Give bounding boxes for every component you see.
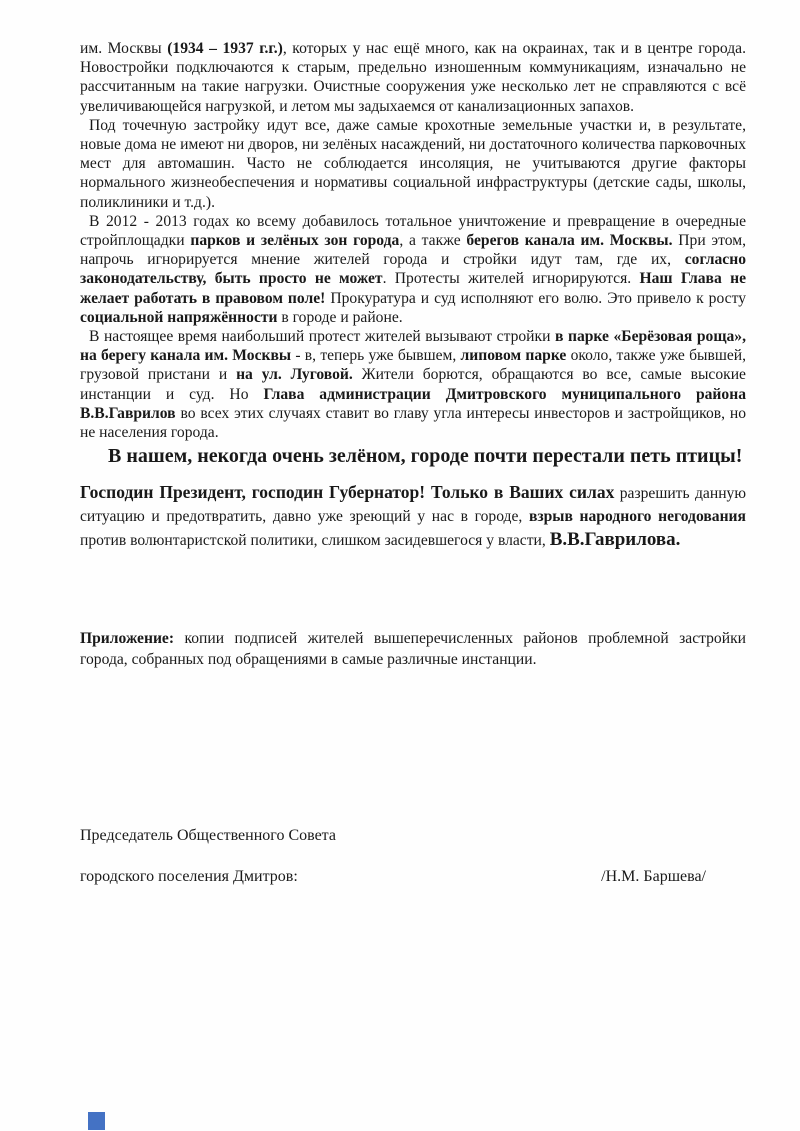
text-run: , которых у нас ещё много, как на окраинах, так и в центре города. Новостройки подключаются к старым, предельно изношенным коммуникациям, изначально не рассчитанным на такие нагрузки. Очистные сооружения уже несколько лет не справляются с всё увеличивающейся нагрузкой, и летом мы задыхаемся от канализационных запахов. [80,40,746,115]
signature-title-line1: Председатель Общественного Совета [80,827,336,845]
text-run: В настоящее время наибольший протест жителей вызывают стройки [89,328,555,346]
text-run: При этом, напрочь игнорируется мнение жителей города и стройки идут там, где их, [80,232,746,269]
text-run: (1934 – 1937 г.г.) [167,40,283,57]
main-heading [80,444,746,469]
text-run: на ул. Луговой. [236,366,353,384]
text-run: разрешить данную ситуацию и предотвратить, давно уже зреющий у нас в городе, [80,485,746,526]
text-run: во всех этих случаях ставит во главу угла интересы инвесторов и застройщиков, но не населения города. [80,404,746,442]
text-run: липовом парке [460,347,567,365]
appeal-paragraph [80,481,746,552]
text-run: взрыв народного негодования [528,508,746,526]
text-run: Приложение: [80,630,175,648]
text-run: социальной напряжённости [80,308,278,326]
text-run: Жители борются, обращаются во все, самые высокие инстанции и суд. Но [80,366,746,403]
text-run: - в, теперь уже бывшем, [291,347,461,365]
signature-title-line2: городского поселения Дмитров: [80,868,298,886]
text-run: согласно законодательству, быть просто не может [80,251,746,288]
text-run: Под точечную застройку идут все, даже самые крохотные земельные участки и, в результате, новые дома не имеют ни дворов, ни зелёных насаждений, ни достаточного количества парковочных мест для автомашин. Часто не соблюдается инсоляция, не учитываются другие факторы нормального жизнеобеспечения и нормативы социальной инфраструктуры (детские сады, школы, поликлиники и т.д.). [80,116,746,211]
text-run: около, также уже бывшей, грузовой пристани и [80,347,747,384]
text-run: Прокуратура и суд исполняют его волю. Это привело к росту [325,289,746,307]
text-run: копии подписей жителей вышеперечисленных районов проблемной застройки города, собранных под обращениями в самые различные инстанции. [80,630,746,668]
paragraph-current-protests [80,327,746,442]
signature-name: /Н.М. Баршева/ [601,868,706,886]
text-run: Наш Глава не желает работать в правовом поле! [80,270,746,307]
page-footer-mark [88,1112,105,1130]
text-run: . Протесты жителей игнорируются. [382,270,640,288]
text-run: в городе и районе. [277,308,403,326]
text-run: Глава администрации Дмитровского муниципального района В.В.Гаврилов [80,385,746,422]
text-run: В.В.Гаврилова. [549,529,681,551]
text-run: , а также [399,232,467,250]
text-run: В 2012 - 2013 годах ко всему добавилось тотальное уничтожение и превращение в очередные стройплощадки [80,212,746,250]
text-run: В нашем, некогда очень зелёном, городе почти перестали петь птицы! [108,445,743,468]
paragraph-2012-2013 [80,212,746,327]
text-run: в парке «Берёзовая роща», на берегу канала им. Москвы [80,328,747,365]
text-run: берегов канала им. Москвы. [466,232,673,250]
document-content [80,39,746,887]
paragraph-infill-construction [80,116,746,212]
text-run: Господин Президент, господин Губернатор! Только в Ваших силах [80,482,615,503]
signature-row [80,867,746,887]
text-run: парков и зелёных зон города [190,232,400,250]
text-run: им. Москвы [80,40,168,57]
attachment-paragraph [80,629,746,670]
text-run: против волюнтаристской политики, слишком засидевшегося у власти, [80,532,550,550]
signature-block [80,826,746,887]
document-body [80,39,746,670]
paragraph-communications [80,39,746,116]
